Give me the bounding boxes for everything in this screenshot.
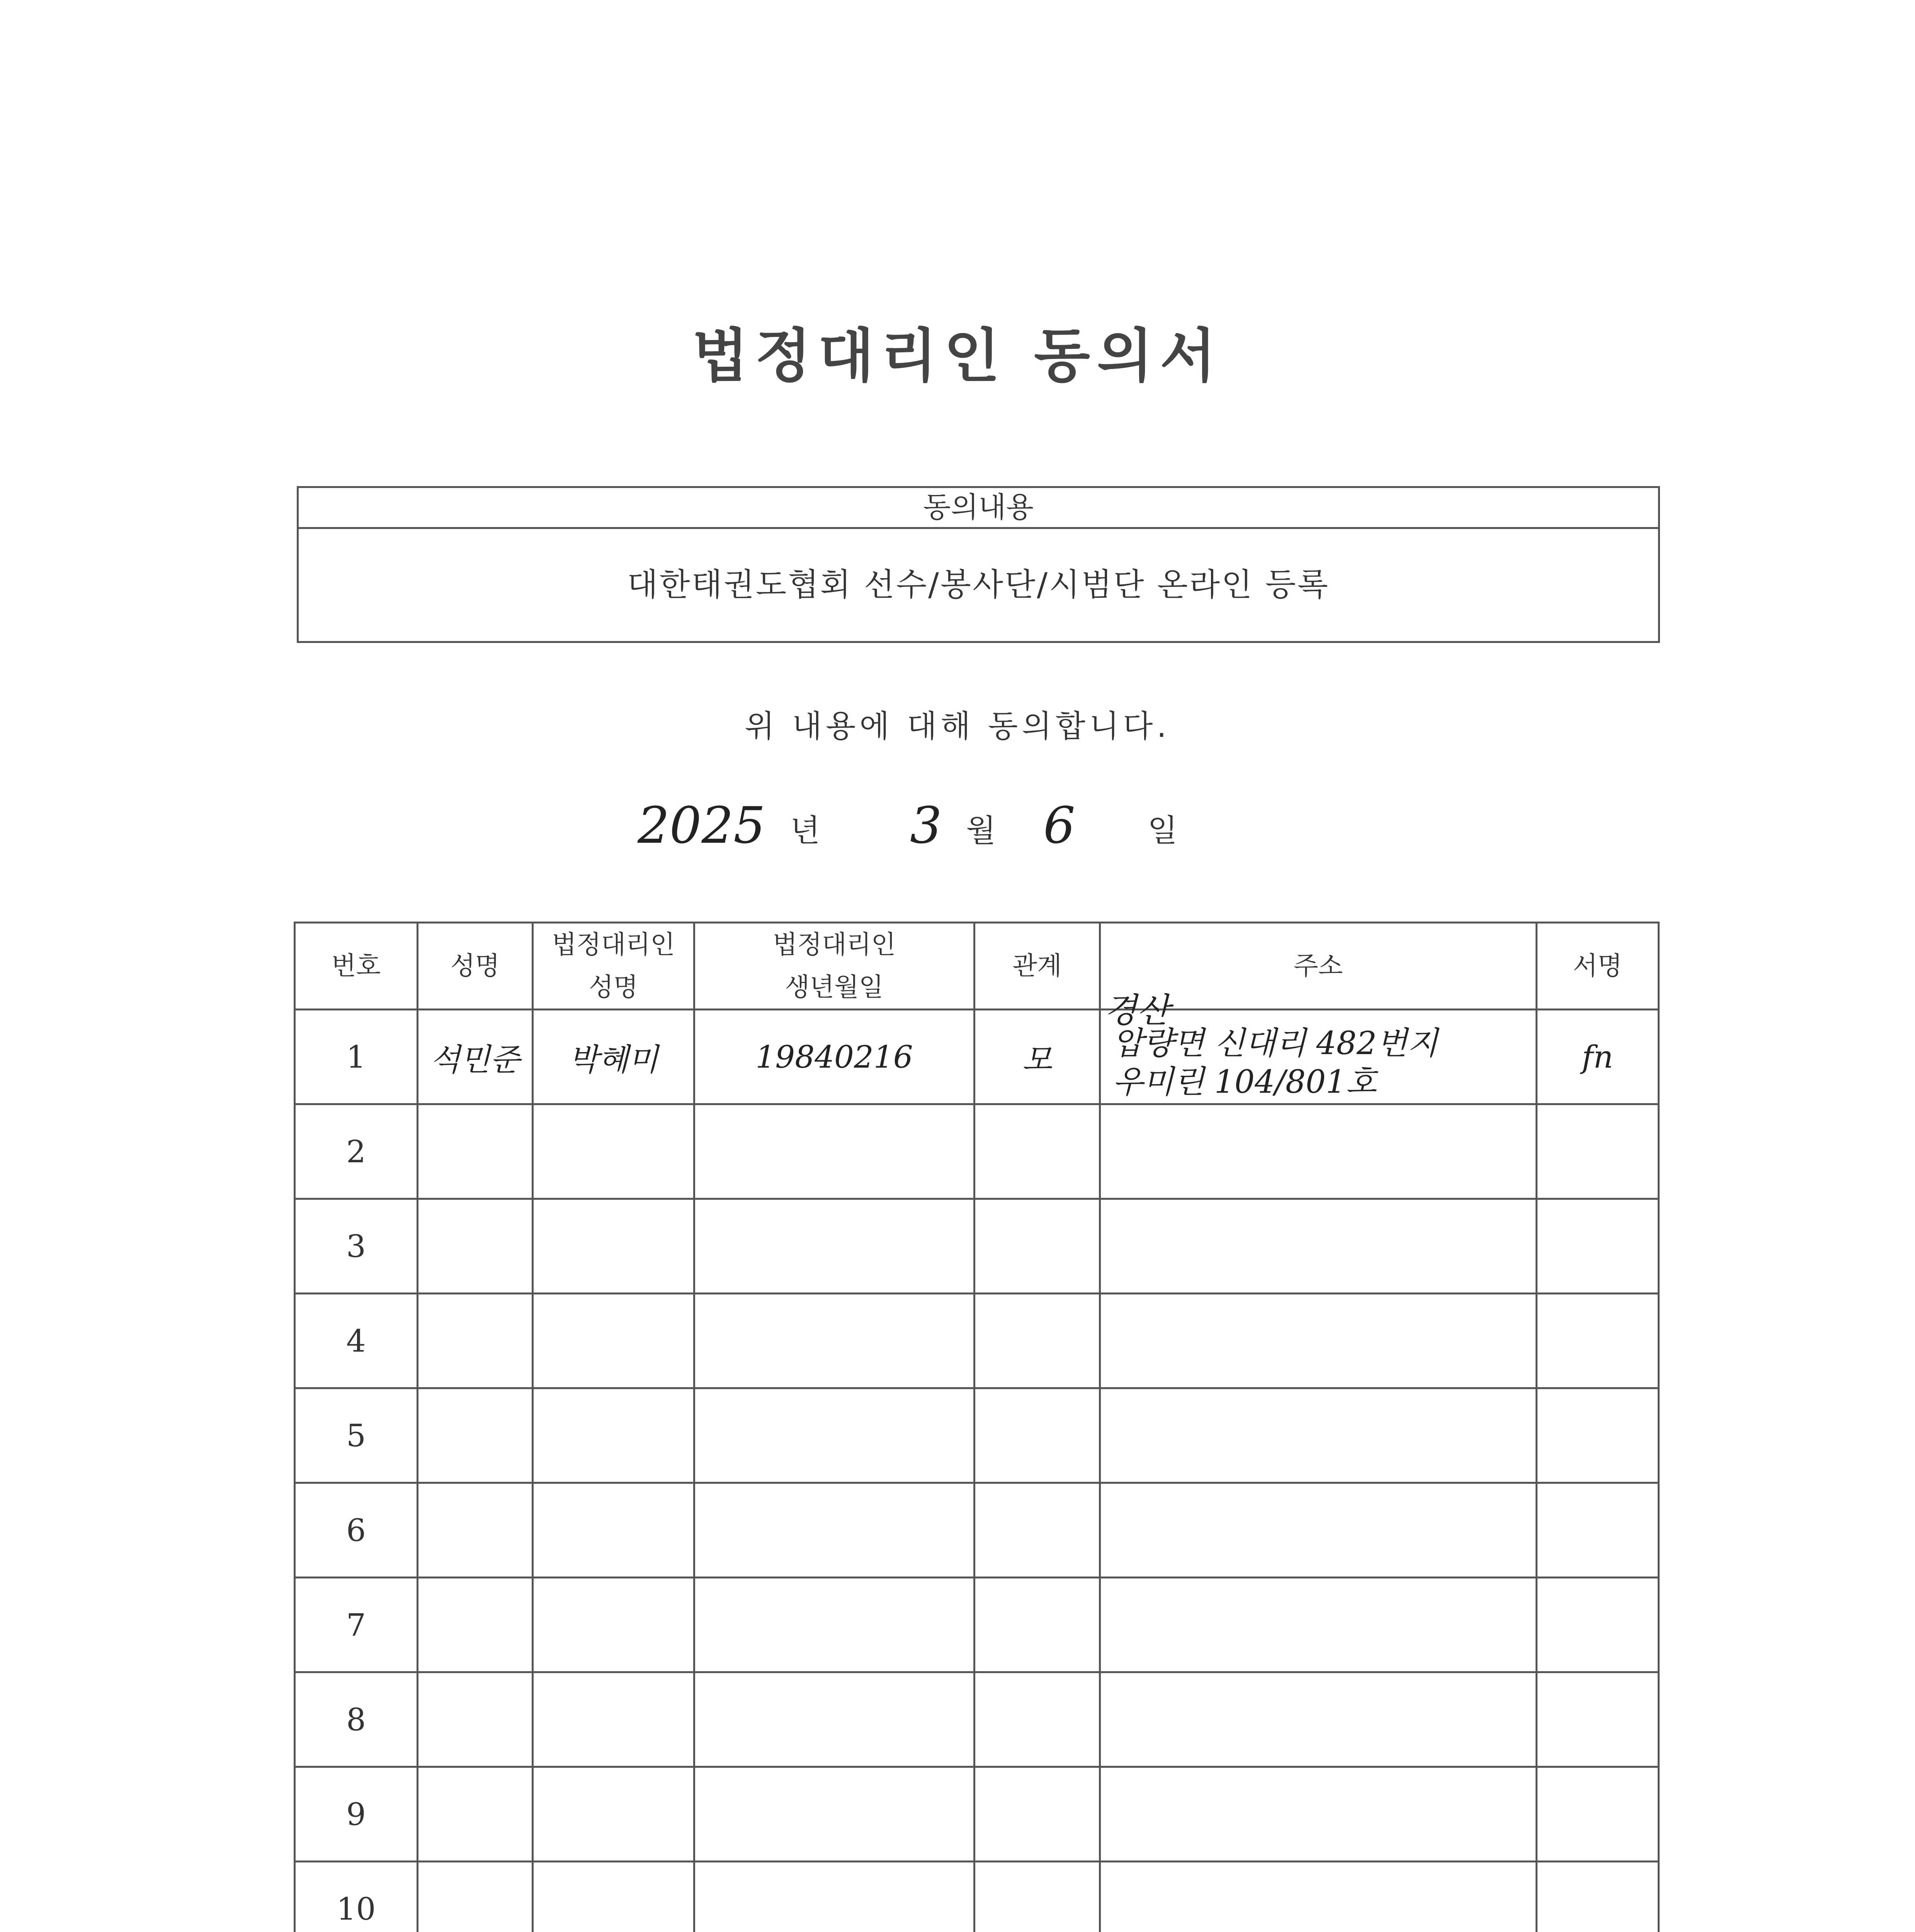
row-relation <box>975 1199 1100 1294</box>
row-address <box>1100 990 1537 1104</box>
row-signature: fn <box>1537 1010 1659 1104</box>
table-row <box>295 1199 1659 1294</box>
row-relation: 모 <box>975 1010 1100 1104</box>
row-num: 2 <box>295 1104 418 1199</box>
row-name <box>418 1294 533 1388</box>
row-num: 7 <box>295 1578 418 1672</box>
row-relation <box>975 1388 1100 1483</box>
header-guardian-name-line2: 성명 <box>588 972 638 1002</box>
row-guardian-name <box>533 1104 694 1199</box>
row-guardian-birth <box>694 1483 975 1578</box>
table-row <box>295 1010 1659 1104</box>
row-signature <box>1537 1104 1659 1199</box>
row-address-line2: 압량면 신대리 482번지 <box>1112 1025 1438 1062</box>
header-address: 주소 <box>1100 923 1537 1010</box>
row-num: 5 <box>295 1388 418 1483</box>
row-address <box>1100 1578 1537 1672</box>
header-guardian-birth <box>694 923 975 1010</box>
row-guardian-birth <box>694 1578 975 1672</box>
row-guardian-birth <box>694 1388 975 1483</box>
row-name: 석민준 <box>418 1010 533 1104</box>
table-header-row <box>295 923 1659 1010</box>
row-guardian-name <box>533 1294 694 1388</box>
consent-header: 동의내용 <box>299 488 1658 529</box>
row-relation <box>975 1767 1100 1862</box>
row-name <box>418 1578 533 1672</box>
header-guardian-name <box>533 923 694 1010</box>
header-guardian-birth-line1: 법정대리인 <box>772 930 896 959</box>
row-num: 4 <box>295 1294 418 1388</box>
date-day: 6 <box>1043 796 1075 855</box>
row-signature <box>1537 1862 1659 1932</box>
row-address <box>1100 1294 1537 1388</box>
row-address <box>1100 1862 1537 1932</box>
row-relation <box>975 1862 1100 1932</box>
consent-content: 대한태권도협회 선수/봉사단/시범단 온라인 등록 <box>627 566 1330 603</box>
row-guardian-name <box>533 1483 694 1578</box>
row-signature <box>1537 1294 1659 1388</box>
header-signature: 서명 <box>1537 923 1659 1010</box>
table-row <box>295 1294 1659 1388</box>
date-row <box>0 796 1915 858</box>
row-name <box>418 1862 533 1932</box>
date-month-label: 월 <box>966 813 996 849</box>
row-guardian-birth <box>694 1862 975 1932</box>
row-name <box>418 1483 533 1578</box>
row-name <box>418 1199 533 1294</box>
table-row <box>295 1104 1659 1199</box>
row-address <box>1100 1672 1537 1767</box>
row-name <box>418 1388 533 1483</box>
row-num: 9 <box>295 1767 418 1862</box>
row-name <box>418 1672 533 1767</box>
table-row <box>295 1578 1659 1672</box>
header-relation: 관계 <box>975 923 1100 1010</box>
row-guardian-birth: 19840216 <box>694 1010 975 1104</box>
document-title: 법정대리인 동의서 <box>692 323 1223 390</box>
row-name <box>418 1767 533 1862</box>
registration-table <box>294 922 1660 1932</box>
row-signature <box>1537 1388 1659 1483</box>
row-relation <box>975 1672 1100 1767</box>
row-guardian-name <box>533 1672 694 1767</box>
date-month: 3 <box>910 796 942 855</box>
row-address-line1: 경산 <box>1104 990 1170 1030</box>
table-row <box>295 1483 1659 1578</box>
row-address <box>1100 1104 1537 1199</box>
date-year-label: 년 <box>790 813 820 849</box>
row-guardian-birth <box>694 1767 975 1862</box>
row-signature <box>1537 1578 1659 1672</box>
row-address <box>1100 1199 1537 1294</box>
row-address <box>1100 1388 1537 1483</box>
row-guardian-birth <box>694 1672 975 1767</box>
row-address <box>1100 1767 1537 1862</box>
date-day-label: 일 <box>1148 813 1178 849</box>
row-guardian-name <box>533 1767 694 1862</box>
row-guardian-name <box>533 1578 694 1672</box>
header-name: 성명 <box>418 923 533 1010</box>
row-relation <box>975 1294 1100 1388</box>
row-num: 3 <box>295 1199 418 1294</box>
row-signature <box>1537 1672 1659 1767</box>
row-signature <box>1537 1199 1659 1294</box>
agree-statement: 위 내용에 대해 동의합니다. <box>745 708 1170 744</box>
row-guardian-name <box>533 1388 694 1483</box>
row-num: 1 <box>295 1010 418 1104</box>
row-guardian-name: 박혜미 <box>533 1010 694 1104</box>
header-guardian-birth-line2: 생년월일 <box>785 972 884 1002</box>
row-guardian-name <box>533 1862 694 1932</box>
row-relation <box>975 1483 1100 1578</box>
row-guardian-birth <box>694 1199 975 1294</box>
row-signature <box>1537 1483 1659 1578</box>
row-relation <box>975 1578 1100 1672</box>
row-num: 10 <box>295 1862 418 1932</box>
row-address-line3: 우미린 104/801호 <box>1112 1064 1377 1100</box>
row-name <box>418 1104 533 1199</box>
row-guardian-name <box>533 1199 694 1294</box>
table-row <box>295 1767 1659 1862</box>
row-num: 6 <box>295 1483 418 1578</box>
row-num: 8 <box>295 1672 418 1767</box>
row-guardian-birth <box>694 1104 975 1199</box>
row-guardian-birth <box>694 1294 975 1388</box>
date-year: 2025 <box>638 796 765 855</box>
row-address <box>1100 1483 1537 1578</box>
table-row <box>295 1388 1659 1483</box>
consent-box <box>297 486 1660 643</box>
table-row <box>295 1672 1659 1767</box>
row-relation <box>975 1104 1100 1199</box>
row-signature <box>1537 1767 1659 1862</box>
header-num: 번호 <box>295 923 418 1010</box>
table-row <box>295 1862 1659 1932</box>
header-guardian-name-line1: 법정대리인 <box>552 930 675 959</box>
